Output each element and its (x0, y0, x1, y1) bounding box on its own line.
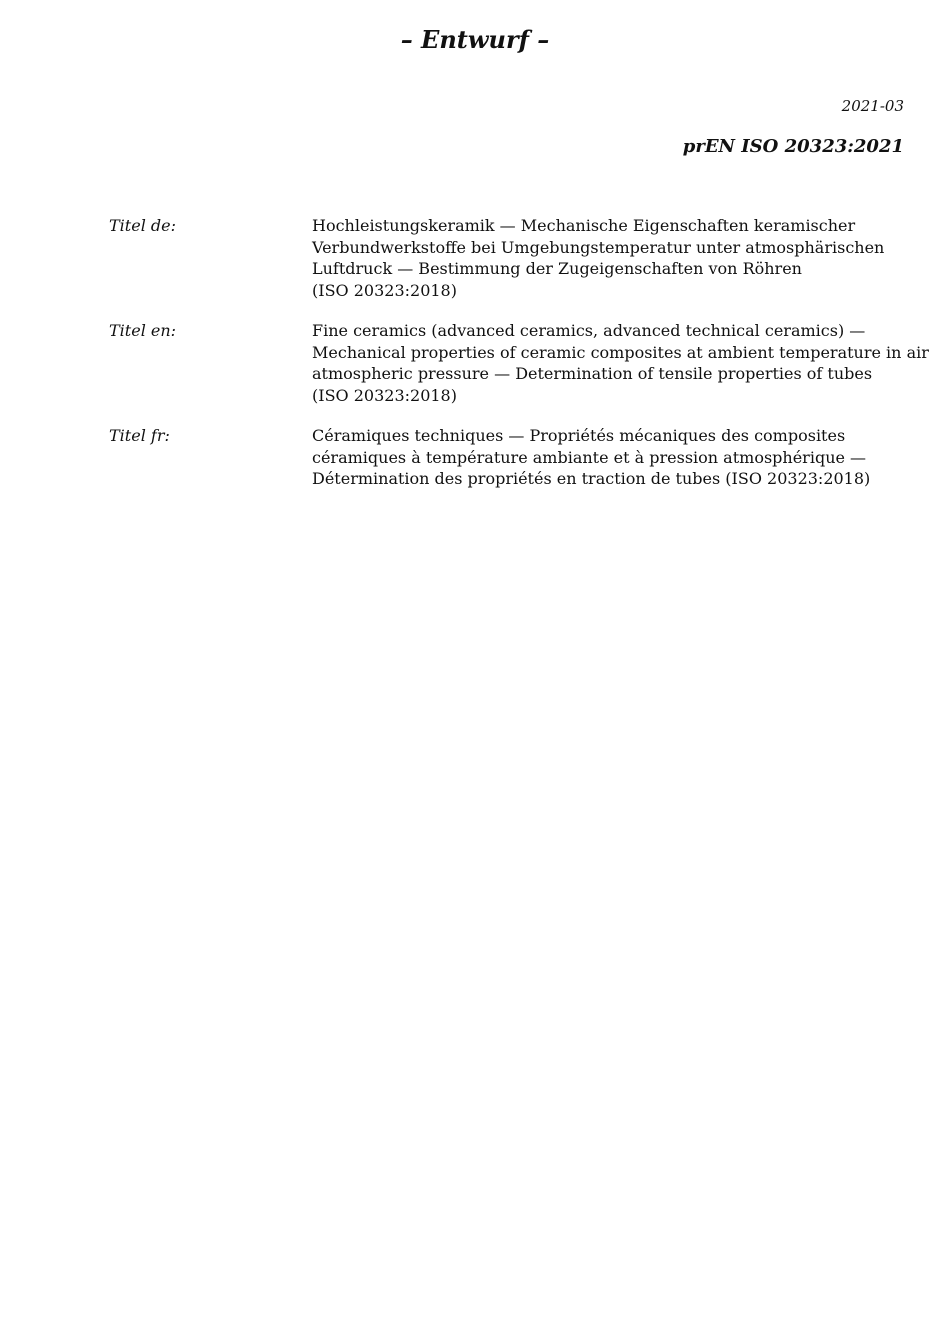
title-line: Fine ceramics (advanced ceramics, advanced technical ceramics) — (312, 321, 866, 340)
title-line: atmospheric pressure — Determination of tensile properties of tubes (312, 364, 873, 383)
title-text-fr (312, 425, 907, 490)
title-label-fr: Titel fr: (109, 426, 170, 445)
title-line: (ISO 20323:2018) (312, 385, 457, 405)
title-table (109, 215, 929, 509)
title-line: Mechanical properties of ceramic composites at ambient temperature in air (312, 342, 929, 362)
title-label-en: Titel en: (109, 321, 177, 340)
title-row-fr (109, 425, 909, 490)
draft-heading: – Entwurf – (400, 25, 550, 54)
title-label-de: Titel de: (109, 216, 176, 235)
title-line: céramiques à température ambiante et à pression atmosphérique — (312, 447, 867, 467)
title-line: Hochleistungskeramik — Mechanische Eigenschaften keramischer (312, 216, 856, 235)
title-line: Verbundwerkstoffe bei Umgebungstemperatur unter atmosphärischen (312, 237, 885, 257)
title-row-en (109, 320, 929, 406)
title-line: Céramiques techniques — Propriétés mécaniques des composites (312, 426, 846, 445)
title-line: Détermination des propriétés en traction de tubes (ISO 20323:2018) (312, 469, 871, 488)
document-date: 2021-03 (841, 97, 904, 115)
title-row-de (109, 215, 909, 301)
title-text-de (312, 215, 907, 301)
title-text-en (312, 320, 929, 406)
title-line: Luftdruck — Bestimmung der Zugeigenschaften von Röhren (312, 259, 802, 278)
title-line: (ISO 20323:2018) (312, 280, 457, 300)
document-number: prEN ISO 20323:2021 (682, 136, 904, 157)
